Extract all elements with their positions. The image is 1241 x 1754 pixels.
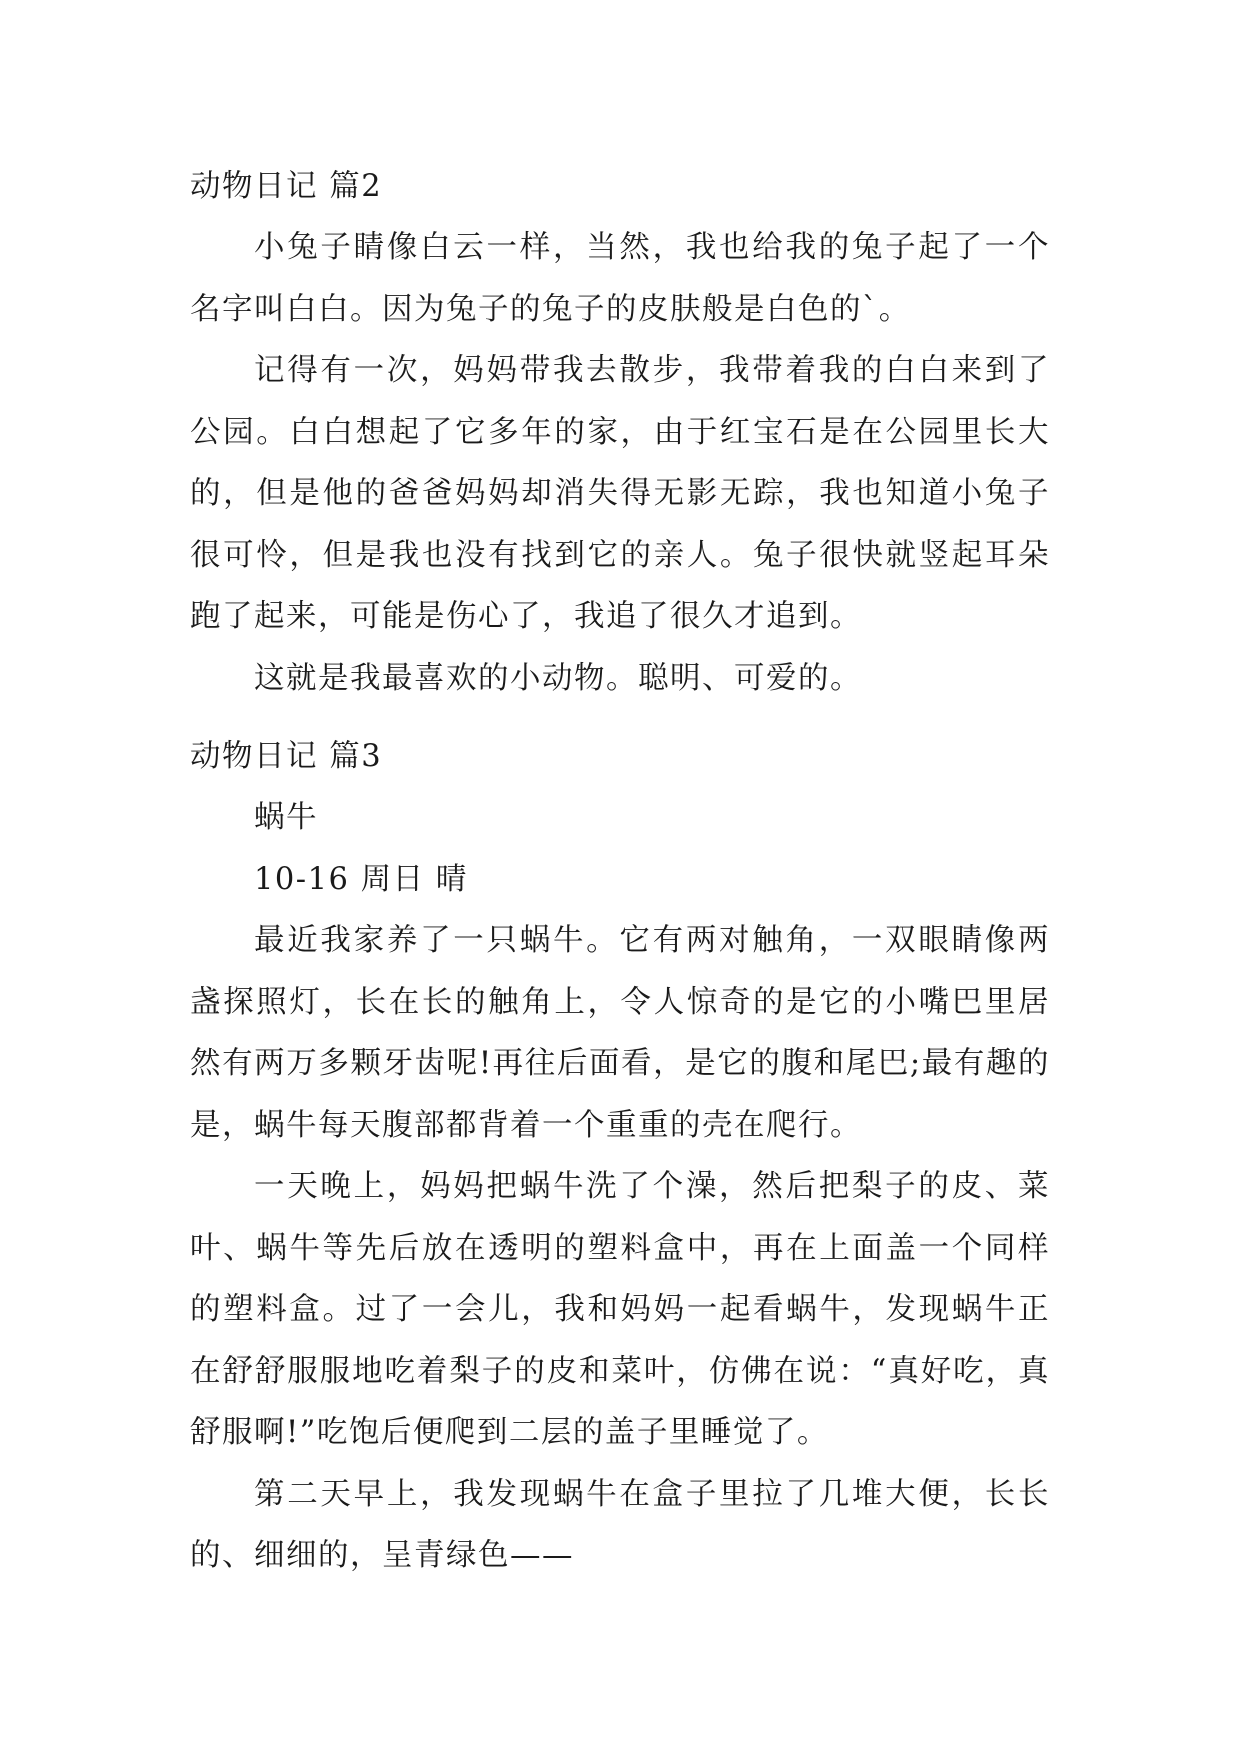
section-2-heading: 动物日记 篇2	[190, 169, 383, 204]
entry-title: 蜗牛	[254, 800, 318, 835]
section-3-paragraph: 最近我家养了一只蜗牛。它有两对触角，一双眼睛像两盏探照灯，长在长的触角上，令人惊奇的是它的小嘴巴里居然有两万多颗牙齿呢!再往后面看，是它的腹和尾巴;最有趣的是，蜗牛每天腹部都背着一个重重的壳在爬行。	[190, 923, 1050, 1143]
entry-date-line: 10-16 周日 晴	[254, 861, 468, 897]
section-3-body	[190, 787, 1050, 1587]
section-2-paragraph: 记得有一次，妈妈带我去散步，我带着我的白白来到了公园。白白想起了它多年的家，由于红宝石是在公园里长大的，但是他的爸爸妈妈却消失得无影无踪，我也知道小兔子很可怜，但是我也没有找到它的亲人。兔子很快就竖起耳朵跑了起来，可能是伤心了，我追了很久才追到。	[190, 353, 1050, 634]
section-3-paragraph: 一天晚上，妈妈把蜗牛洗了个澡，然后把梨子的皮、菜叶、蜗牛等先后放在透明的塑料盒中，再在上面盖一个同样的塑料盒。过了一会儿，我和妈妈一起看蜗牛，发现蜗牛正在舒舒服服地吃着梨子的皮和菜叶，仿佛在说：“真好吃，真舒服啊!”吃饱后便爬到二层的盖子里睡觉了。	[190, 1169, 1050, 1450]
section-3-heading: 动物日记 篇3	[190, 739, 383, 774]
section-2-paragraph: 小兔子睛像白云一样，当然，我也给我的兔子起了一个名字叫白白。因为兔子的兔子的皮肤般是白色的`。	[190, 230, 1050, 327]
section-3-paragraph: 第二天早上，我发现蜗牛在盒子里拉了几堆大便，长长的、细细的，呈青绿色——	[190, 1476, 1050, 1573]
section-2-body	[190, 217, 1050, 709]
section-2-paragraph: 这就是我最喜欢的小动物。聪明、可爱的。	[254, 660, 862, 696]
